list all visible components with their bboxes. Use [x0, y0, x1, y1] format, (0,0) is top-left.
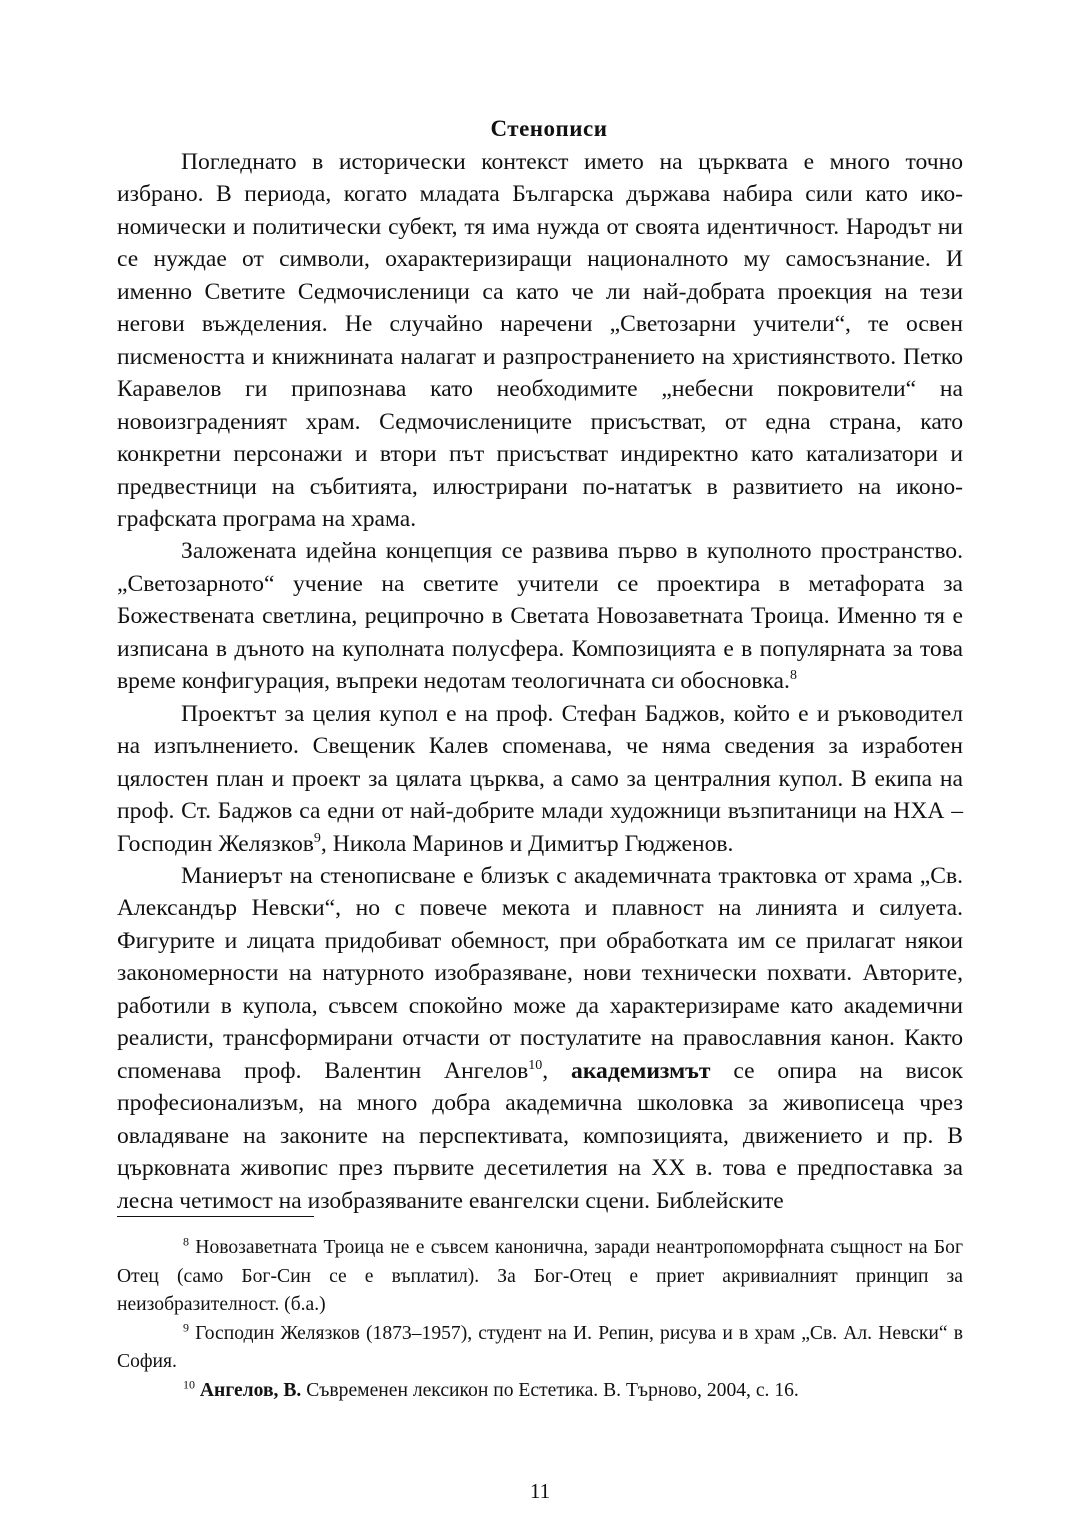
footnote-8-text: Новозаветната Троица не е съвсем канонична, заради неантропоморфната същност на Бог Отец (само Бог-Син се е въплатил). За Бог-Отец е приет акривиалният принцип за неизобразителност. (б.а.) [117, 1237, 963, 1315]
footnote-ref-10[interactable]: 10 [528, 1057, 543, 1073]
body-text [117, 146, 963, 1217]
footnotes [117, 1234, 963, 1405]
section-heading: Стенописи [490, 116, 608, 141]
footnote-9-mark: 9 [183, 1319, 189, 1334]
paragraph-1 [117, 146, 963, 535]
paragraph-2 [117, 535, 963, 697]
footnote-10-author: Ангелов, В. [195, 1379, 302, 1401]
paragraph-3-text-b: , Никола Маринов и Димитър Гюдженов. [320, 830, 734, 857]
page-body [117, 112, 963, 1217]
footnote-ref-8[interactable]: 8 [789, 668, 797, 684]
page-number: 11 [529, 1479, 551, 1503]
paragraph-2-text: Заложената идейна концепция се развива първо в куполното пространство. „Светозарното“ учение на светите учители се проектира в метафората за Божествената светлина, реципрочно в Светата Новозаветната Троица. Именно тя е изписана в дъното на куполната полусфера. Композицията е в популярната за това време конфигурация, въпреки недотам теологичната си обосновка. [117, 538, 963, 695]
footnote-9-text: Господин Желязков (1873–1957), студент на И. Репин, рисува и в храм „Св. Ал. Невски“ в София. [117, 1322, 963, 1372]
footnote-9 [117, 1320, 963, 1377]
paragraph-4 [117, 860, 963, 1217]
paragraph-3-text-a: Проектът за целия купол е на проф. Стефан Баджов, който е и ръководител на изпълнението. Свещеник Калев споменава, че няма сведения за изработен цялостен план и проект за цялата църква, а само за централния купол. В екипа на проф. Ст. Баджов са едни от най-добрите млади художници възпитаници на НХА – Господин Желязков [117, 700, 963, 857]
emphasis-term: академизмът [571, 1057, 711, 1084]
footnote-10-mark: 10 [183, 1376, 195, 1391]
paragraph-3 [117, 698, 963, 860]
paragraph-1-text: Погледнато в исторически контекст името на църквата е много точно избрано. В периода, когато младата Българска държава набира сили като икономически и политически субект, тя има нужда от своята идентичност. Народът ни се нуждае от символи, охарактеризиращи националното му самосъзнание. И именно Светите Седмочисленици са като че ли най-добрата проекция на тези негови въжделения. Не случайно наречени „Светозарни учители“, те освен писмеността и книжнината налагат и разпространението на християнството. Петко Каравелов ги припознава като необходимите „небесни покровители“ на новоизградeният храм. Седмочислениците присъстват, от една страна, като конкретни персонажи и втори път присъстват индиректно като катализатори и предвестници на събитията, илюстрирани по-нататък в развитието на иконографската програма на храма. [117, 149, 963, 532]
footnote-ref-9[interactable]: 9 [313, 830, 321, 846]
footnote-8 [117, 1234, 963, 1320]
footnote-8-mark: 8 [183, 1234, 189, 1249]
paragraph-4-text-a: Маниерът на стенописване е близък с академичната трактовка от храма „Св. Александър Невски“, но с повече мекота и плавност на линията и силуета. Фигурите и лицата придобиват обемност, при обработката им се прилагат някои закономерности на натурното изобразяване, нови технически похвати. Авторите, работили в купола, съвсем спокойно може да характеризираме като академични реалисти, трансформирани отчасти от постулатите на православния канон. Както споменава проф. Валентин Ангелов [117, 862, 963, 1084]
footnote-10 [117, 1377, 963, 1406]
paragraph-4-text-b: се опира на висок професионализъм, на много добра академична школовка за живописеца чрез овладяване на законите на перспективата, композицията, движението и пр. В църковната живопис през първите десетилетия на XX в. това е предпоставка за лесна четимост на изобразяваните евангелски сцени. Библейските [117, 1057, 964, 1214]
footnote-divider [117, 1216, 314, 1217]
footnote-10-text: Съвременен лексикон по Естетика. В. Търново, 2004, с. 16. [301, 1379, 799, 1401]
paragraph-4-separator: , [542, 1057, 572, 1084]
